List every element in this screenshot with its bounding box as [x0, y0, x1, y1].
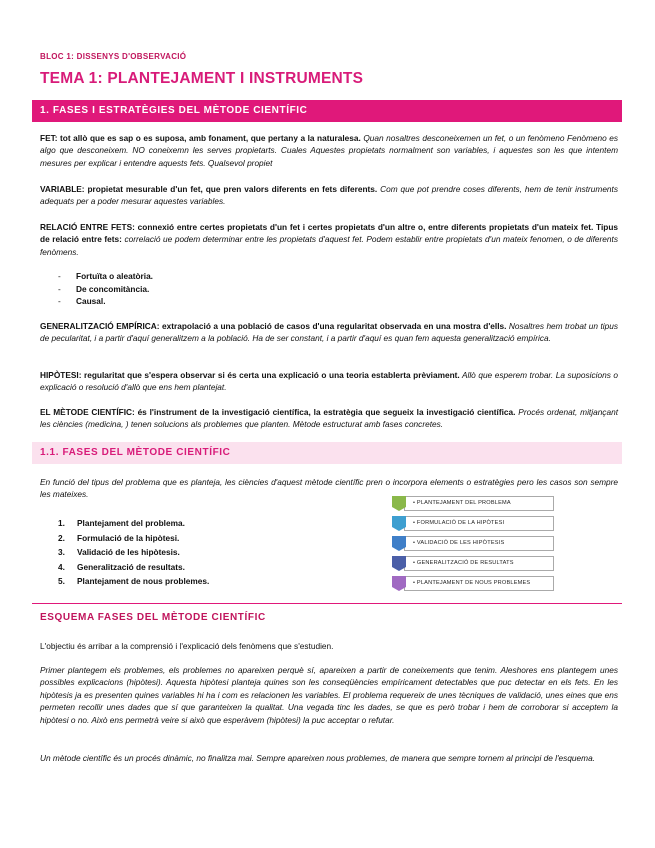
- section-1-1-banner: [32, 442, 622, 464]
- text-dinamic: Un mètode científic és un procés dinàmic, no finalitza mai. Sempre apareixen nous problemes, de manera que sempre tornem al principi de l'esquema.: [40, 753, 595, 763]
- term-variable: VARIABLE: propietat mesurable d'un fet, que pren valors diferents en fets diferents.: [40, 184, 378, 194]
- text-generalitzacio: Nosaltres hem trobat un tipus de pecularitat, i a partir d'aquí generalitzem a la població. Ha de ser constant, i a partir d'aquí es quan fem aquesta generalització empírica.: [40, 321, 618, 344]
- diagram-stage: • FORMULACIÓ DE LA HIPÒTESI: [404, 516, 554, 531]
- chevron-marker-4: [392, 556, 406, 571]
- chevron-marker-5: [392, 576, 406, 591]
- section-esquema-banner: [32, 603, 622, 626]
- list-item: 4. Generalització de resultats.: [58, 561, 185, 572]
- list-item: 5. Plantejament de nous problemes.: [58, 576, 210, 587]
- term-relacio: RELACIÓ ENTRE FETS: connexió entre certes propietats d'un fet i certes propietats d'un altre o, entre diferents propietats d'un mateix fet. Tipus de relació entre fets:: [40, 222, 618, 245]
- text-fet: Quan nosaltres desconeixemen un fet, o un fenòmeno Fenòmeno es algo que desconeixem. NO coneixemn les serves propietarts. Cuales Aquestes propietats normalment son variables, i aquestes son les que intentem mesures per explicar i entendre aquests fets. Qualsevol propiet: [40, 133, 618, 168]
- chevron-shape: [392, 516, 406, 531]
- list-item: 2. Formulació de la hipòtesi.: [58, 532, 180, 543]
- paragraph-dinamic: [40, 752, 618, 764]
- relation-types-list: [58, 270, 153, 308]
- paragraph-esquema: [40, 664, 618, 726]
- paragraph-hipotesi: [40, 369, 618, 394]
- text-esquema: Primer plantegem els problemes, els problemes no apareixen perquè sí, apareixen a partir de coneixements que tenim. Aleshores ens plantegem unes possibles explicacions (hipòtesi). Aquesta hipòtesi planteja quines son les conseqüències empíricament detectables que puc detectar en els fets. En les hipòtesis ja es presenten quines variables hi ha i com es relacionen les variables. El problema requereix de unes tècniques de validació, unes eines que ens permeten recollir unes dades que sí que garanteixen la qualitat. Una vegada tinc les dades, se que es però trobar i hem de corroborar si acceptem la hipòtesi o no. Això ens permetrà veire si això que esperàvem (hipòtesi) la puc acceptar o refutar.: [40, 665, 618, 725]
- diagram-stage: • GENERALITZACIÓ DE RESULTATS: [404, 556, 554, 571]
- chevron-shape: [392, 536, 406, 551]
- section-esquema-heading: ESQUEMA FASES DEL MÈTODE CIENTÍFIC: [40, 612, 266, 623]
- page-title: TEMA 1: PLANTEJAMENT I INSTRUMENTS: [40, 70, 364, 87]
- diagram-stage: • PLANTEJAMENT DEL PROBLEMA: [404, 496, 554, 511]
- text-intro-fases: En funció del tipus del problema que es planteja, les ciències d'aquest mètode científic pren o incorpora elements o estratègies pero les casos son sempre les mateixes.: [40, 477, 618, 500]
- paragraph-relacio: [40, 221, 618, 258]
- chevron-shape: [392, 496, 406, 511]
- paragraph-generalitzacio: [40, 320, 618, 345]
- list-item: 3. Validació de les hipòtesis.: [58, 547, 180, 558]
- chevron-marker-1: [392, 496, 406, 511]
- paragraph-variable: [40, 183, 618, 208]
- diagram-stage: • PLANTEJAMENT DE NOUS PROBLEMES: [404, 576, 554, 591]
- text-objectiu: L'objectiu és arribar a la comprensió i l'explicació dels fenòmens que s'estudien.: [40, 641, 334, 651]
- paragraph-objectiu: [40, 640, 618, 652]
- term-hipotesi: HIPÒTESI: regularitat que s'espera observar si és certa una explicació o una teoria establerta prèviament.: [40, 370, 460, 380]
- list-item: - Fortuïta o aleatòria.: [58, 270, 153, 283]
- section-1-heading: 1. FASES I ESTRATÈGIES DEL MÈTODE CIENTÍFIC: [40, 105, 308, 116]
- term-generalitzacio: GENERALITZACIÓ EMPÍRICA: extrapolació a una població de casos d'una regularitat observada en una mostra d'ells.: [40, 321, 507, 331]
- bloc-label: BLOC 1: DISSENYS D'OBSERVACIÓ: [40, 52, 187, 61]
- phases-list: [58, 516, 209, 589]
- list-item: - De concomitància.: [58, 283, 153, 296]
- list-item: - Causal.: [58, 295, 153, 308]
- diagram-stage: • VALIDACIÓ DE LES HIPÒTESIS: [404, 536, 554, 551]
- text-hipotesi: Allò que esperem trobar. La suposicions o explicació o resolució d'allò que ens hem plantejat.: [40, 370, 618, 393]
- chevron-marker-2: [392, 516, 406, 531]
- phases-diagram: [392, 496, 554, 596]
- paragraph-metode: [40, 406, 618, 431]
- chevron-shape: [392, 576, 406, 591]
- section-1-banner: [32, 100, 622, 122]
- term-metode: EL MÈTODE CIENTÍFIC: és l'instrument de la investigació científica, la estratègia que segueix la investigació científica.: [40, 407, 516, 417]
- term-fet: FET: tot allò que es sap o es suposa, amb fonament, que pertany a la naturalesa.: [40, 133, 361, 143]
- text-variable: Com que pot prendre coses diferents, hem de tenir instruments adequats per a poder mesurar aquestes variables.: [40, 184, 618, 207]
- chevron-marker-3: [392, 536, 406, 551]
- list-item: 1. Plantejament del problema.: [58, 518, 185, 528]
- chevron-shape: [392, 556, 406, 571]
- paragraph-fet: [40, 132, 618, 169]
- text-relacio: correlació ue podem determinar entre les propietats d'aquest fet. Podem establir entre propietats d'un mateix fenomen, o de diferents fenòmens.: [40, 234, 618, 257]
- section-1-1-heading: 1.1. FASES DEL MÈTODE CIENTÍFIC: [40, 447, 231, 458]
- text-metode: Procés ordenat, mitjançant les ciències (medicina, ) tenen solucions als problemes que planten. Mètode estructurat amb fases concretes.: [40, 407, 618, 430]
